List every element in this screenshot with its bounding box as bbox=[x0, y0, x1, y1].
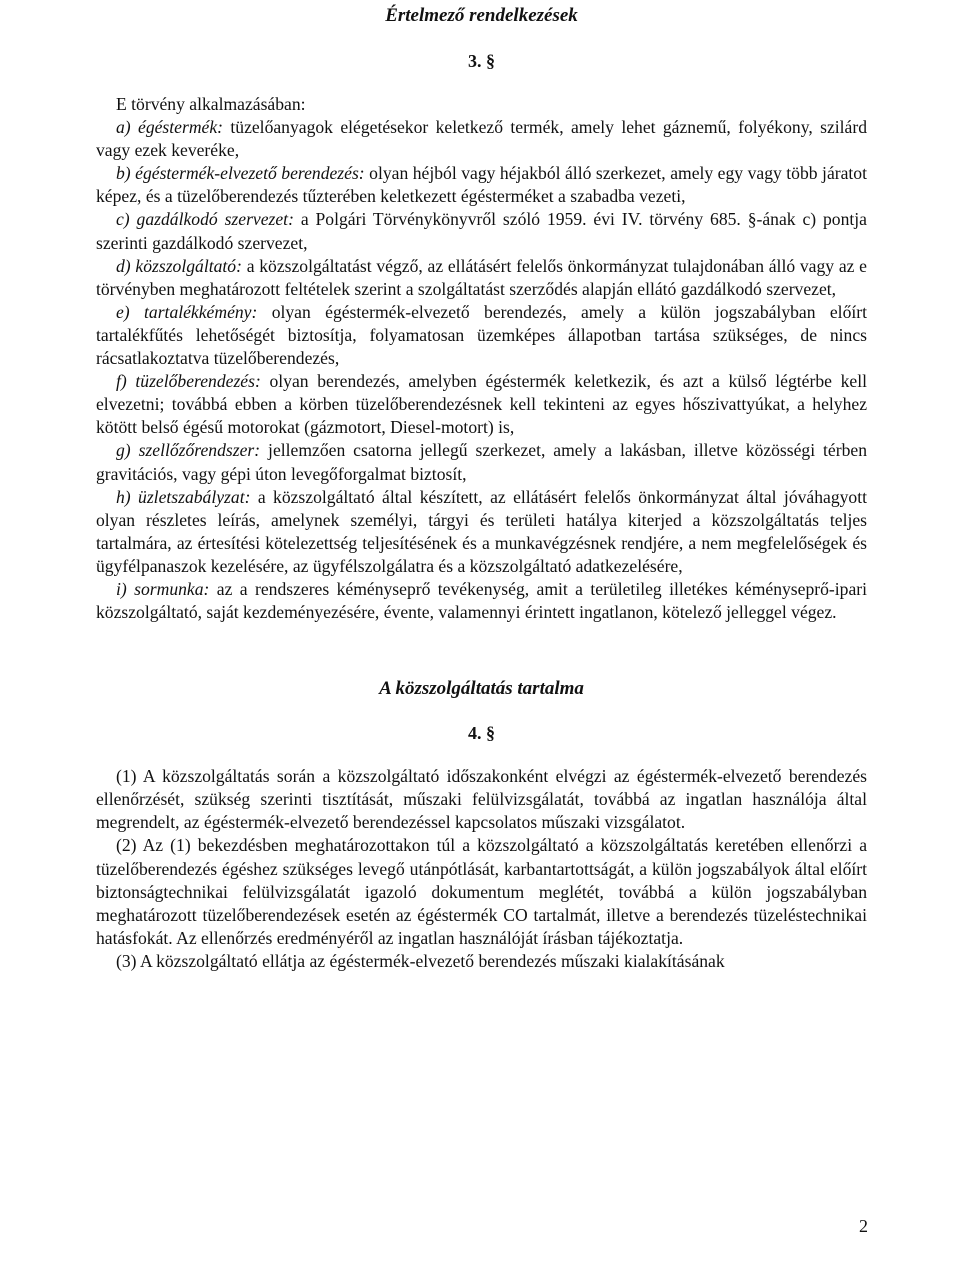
definition-term: g) szellőzőrendszer: bbox=[116, 440, 261, 461]
paragraph-2: (2) Az (1) bekezdésben meghatározottakon túl a közszolgáltató a közszolgáltatás keretében ellenőrzi a tüzelőberendezés égéshez szükséges levegő utánpótlását, karbantartottságát, a külön jogszabályok által előírt biztonságtechnikai felülvizsgálatát igazoló dokumentum meglétét, továbbá a külön jogszabályban meghatározott tüzelőberendezések esetén az égéstermék CO tartalmát, illetve a berendezés tüzeléstechnikai hatásfokát. Az ellenőrzés eredményéről az ingatlan használóját írásban tájékoztatja. bbox=[96, 835, 867, 948]
section-4-paragraphs bbox=[96, 765, 867, 973]
section-4-number: 4. § bbox=[468, 723, 495, 744]
definition-term: b) égéstermék-elvezető berendezés: bbox=[116, 163, 365, 184]
definition-text: tüzelőanyagok elégetésekor keletkező termék, amely lehet gáznemű, folyékony, szilárd vagy ezek keveréke, bbox=[96, 117, 868, 161]
definition-text: olyan égéstermék-elvezető berendezés, amely a külön jogszabályban előírt tartalékfűtés lehetőségét biztosítja, folyamatosan üzemképes állapotban tartása szükséges, de nincs rácsatlakoztatva tüzelőberendezés, bbox=[96, 301, 867, 369]
definition-d bbox=[96, 255, 867, 301]
definition-term: c) gazdálkodó szervezet: bbox=[116, 209, 294, 230]
definition-term: h) üzletszabályzat: bbox=[116, 486, 251, 507]
definition-text: olyan berendezés, amelyben égéstermék keletkezik, és azt a külső légtérbe kell elvezetni; továbbá ebben a körben tüzelőberendezésnek kell tekinteni az egyes hőszivattyúkat, a helyhez kötött belső égésű motorokat (gázmotort, Diesel-motort) is, bbox=[96, 371, 867, 438]
definition-g bbox=[96, 439, 867, 485]
definition-term: a) égéstermék: bbox=[116, 117, 224, 138]
definition-text: olyan héjból vagy héjakból álló szerkezet, amely egy vagy több járatot képez, és a tüzelőberendezés tűzterében keletkezett égésterméket a szabadba vezeti, bbox=[96, 163, 867, 207]
definition-b bbox=[96, 162, 867, 208]
page-number: 2 bbox=[859, 1215, 868, 1236]
definition-text: az a rendszeres kéményseprő tevékenység, amit a területileg illetékes kéményseprő-ipari közszolgáltató, saját kezdeményezésére, évente, valamennyi érintett ingatlanon, kötelező jelleggel végez. bbox=[96, 578, 867, 623]
section-3-number: 3. § bbox=[468, 51, 495, 71]
intro-line: E törvény alkalmazásában: bbox=[116, 94, 306, 114]
definition-a bbox=[96, 116, 867, 162]
definitions-list bbox=[96, 116, 867, 624]
definition-text: a közszolgáltató által készített, az ellátásért felelős önkormányzat által jóváhagyott olyan részletes leírás, amelynek személyi, tárgyi és területi hatálya kiterjed a közszolgáltatás teljes tartalmára, az értesítési kötelezettség teljesítésének és a munkavégzésnek rendjére, a nem megfelelőségek és ügyfélpanaszok kezelésére, az ügyfélszolgálatra és a közszolgáltató adatkezelésére, bbox=[96, 486, 867, 576]
definition-term: d) közszolgáltató: bbox=[116, 255, 242, 276]
document-page bbox=[96, 4, 867, 973]
definition-term: i) sormunka: bbox=[116, 578, 210, 599]
paragraph-1: (1) A közszolgáltatás során a közszolgáltató időszakonként elvégzi az égéstermék-elvezető berendezés ellenőrzését, szükség szerinti tisztítását, műszaki felülvizsgálatát, továbbá az ingatlan használója által megrendelt, az égéstermék-elvezető berendezéssel kapcsolatos műszaki vizsgálatot. bbox=[96, 766, 867, 833]
definition-text: a közszolgáltatást végző, az ellátásért felelős önkormányzat tulajdonában álló vagy az e törvényben meghatározott feltételek szerint a szolgáltatást szerződés alapján ellátó gazdálkodó szervezet, bbox=[96, 255, 867, 299]
definition-term: e) tartalékkémény: bbox=[116, 301, 258, 322]
definition-e bbox=[96, 301, 867, 370]
definition-f bbox=[96, 370, 867, 439]
paragraph-3: (3) A közszolgáltató ellátja az égéstermék-elvezető berendezés műszaki kialakításának bbox=[116, 950, 725, 971]
definition-i bbox=[96, 578, 867, 624]
definition-text: a Polgári Törvénykönyvről szóló 1959. évi IV. törvény 685. §-ának c) pontja szerinti gazdálkodó szervezet, bbox=[96, 209, 867, 253]
definition-term: f) tüzelőberendezés: bbox=[116, 371, 261, 392]
definition-text: jellemzően csatorna jellegű szerkezet, amely a lakásban, illetve közösségi térben gravitációs, vagy gépi úton levegőforgalmat biztosít, bbox=[96, 440, 867, 484]
definition-c bbox=[96, 208, 867, 254]
heading-public-service-content: A közszolgáltatás tartalma bbox=[379, 678, 584, 700]
heading-definitions: Értelmező rendelkezések bbox=[385, 5, 578, 26]
definition-h bbox=[96, 486, 867, 578]
